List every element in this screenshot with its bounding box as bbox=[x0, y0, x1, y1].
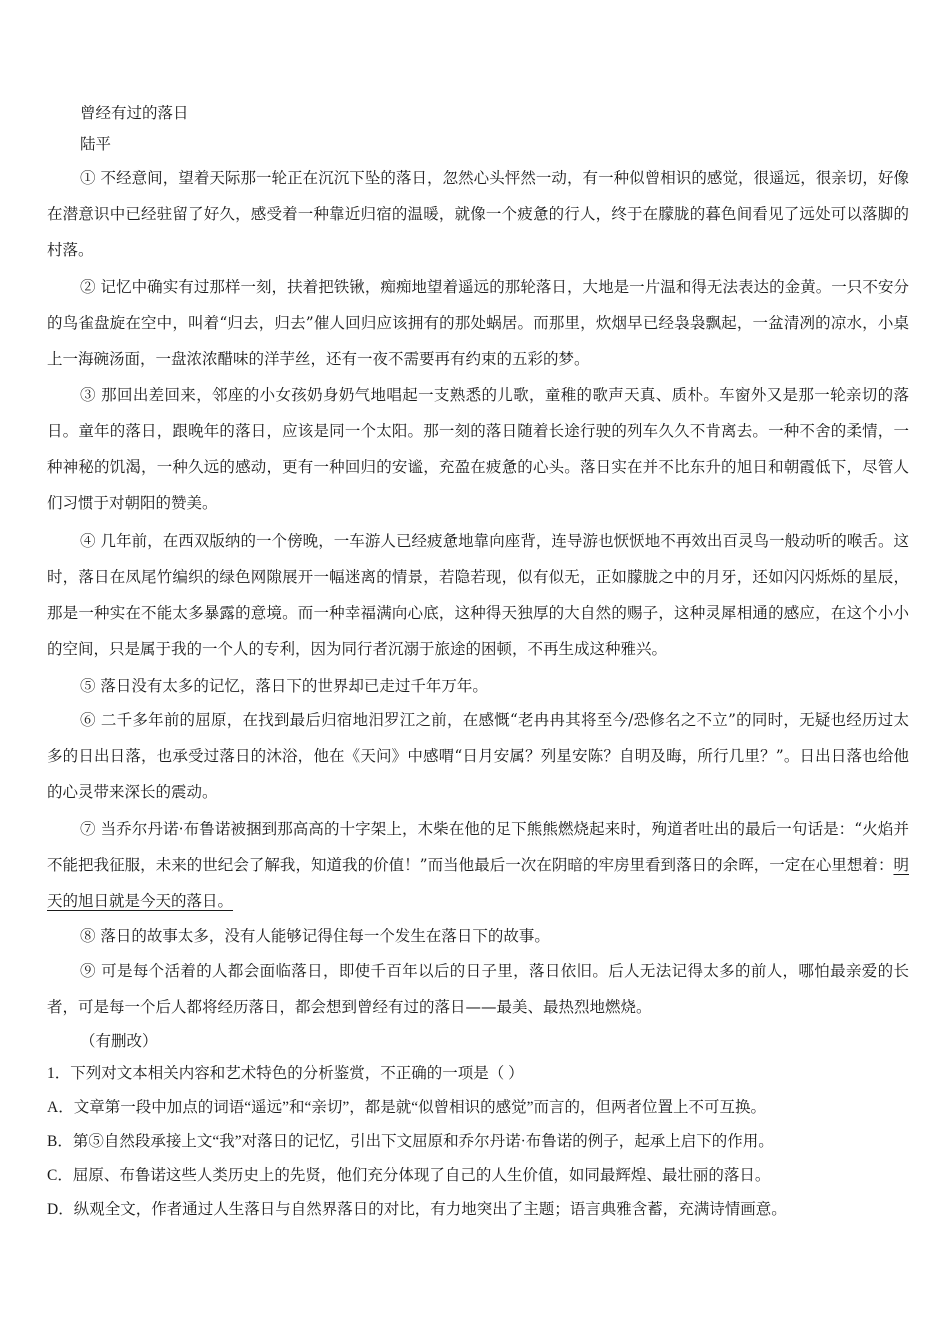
edit-note: （有删改） bbox=[80, 1032, 158, 1050]
option-a: A．文章第一段中加点的词语“遥远”和“亲切”，都是就“似曾相识的感觉”而言的，但两者位置上不可互换。 bbox=[47, 1099, 766, 1116]
paragraph-4: ④ 几年前，在西双版纳的一个傍晚，一车游人已经疲惫地靠向座背，连导游也恹恹地不再效出百灵鸟一般动听的喉舌。这时，落日在凤尾竹编织的绿色网隙展开一幅迷离的情景，若隐若现，似有似无，正如朦胧之中的月牙，还如闪闪烁烁的星辰，那是一种实在不能太多暴露的意境。而一种幸福满向心底，这种得天独厚的大自然的赐子，这种灵犀相通的感应，在这个小小的空间，只是属于我的一个人的专利，因为同行者沉溺于旅途的困顿，不再生成这种雅兴。 bbox=[47, 532, 909, 658]
paragraph-6: ⑥ 二千多年前的屈原，在找到最后归宿地汨罗江之前，在感慨“老冉冉其将至今/恐修名之不立”的同时，无疑也经历过太多的日出日落，也承受过落日的沐浴，他在《天问》中感喟“日月安属？列星安陈？自明及晦，所行几里？”。日出日落也给他的心灵带来深长的震动。 bbox=[47, 711, 909, 801]
paragraph-1: ① 不经意间，望着天际那一轮正在沉沉下坠的落日，忽然心头怦然一动，有一种似曾相识的感觉，很遥远，很亲切，好像在潜意识中已经驻留了好久，感受着一种靠近归宿的温暖，就像一个疲惫的行人，终于在朦胧的暮色间看见了远处可以落脚的村落。 bbox=[47, 169, 909, 259]
option-c: C．屈原、布鲁诺这些人类历史上的先贤，他们充分体现了自己的人生价值，如同最辉煌、最壮丽的落日。 bbox=[47, 1167, 771, 1184]
paragraph-2: ② 记忆中确实有过那样一刻，扶着把铁锹，痴痴地望着遥远的那轮落日，大地是一片温和得无法表达的金黄。一只不安分的鸟雀盘旋在空中，叫着“归去，归去”催人回归应该拥有的那处蜗居。而那里，炊烟早已经袅袅飘起，一盆清冽的凉水，小桌上一海碗汤面，一盘浓浓醋味的洋芋丝，还有一夜不需要再有约束的五彩的梦。 bbox=[47, 278, 909, 368]
option-b: B．第⑤自然段承接上文“我”对落日的记忆，引出下文屈原和乔尔丹诺·布鲁诺的例子，起承上启下的作用。 bbox=[47, 1133, 774, 1150]
article-author: 陆平 bbox=[80, 135, 112, 153]
paragraph-3: ③ 那回出差回来，邻座的小女孩奶身奶气地唱起一支熟悉的儿歌，童稚的歌声天真、质朴。车窗外又是那一轮亲切的落日。童年的落日，跟晚年的落日，应该是同一个太阳。那一刻的落日随着长途行驶的列车久久不肯离去。一种不舍的柔情，一种神秘的饥渴，一种久远的感动，更有一种回归的安谧，充盈在疲惫的心头。落日实在并不比东升的旭日和朝霞低下，尽管人们习惯于对朝阳的赞美。 bbox=[47, 386, 909, 512]
paragraph-5: ⑤ 落日没有太多的记忆，落日下的世界却已走过千年万年。 bbox=[80, 677, 488, 695]
option-d: D．纵观全文，作者通过人生落日与自然界落日的对比，有力地突出了主题；语言典雅含蓄，充满诗情画意。 bbox=[47, 1201, 787, 1218]
paragraph-9: ⑨ 可是每个活着的人都会面临落日，即使千百年以后的日子里，落日依旧。后人无法记得太多的前人，哪怕最亲爱的长者，可是每一个后人都将经历落日，都会想到曾经有过的落日——最美、最热烈地燃烧。 bbox=[47, 962, 909, 1016]
paragraph-7-text: ⑦ 当乔尔丹诺·布鲁诺被捆到那高高的十字架上，木柴在他的足下熊熊燃烧起来时，殉道者吐出的最后一句话是：“火焰并不能把我征服，未来的世纪会了解我，知道我的价值！”而当他最后一次在阴暗的牢房里看到落日的余晖，一定在心里想着： bbox=[47, 820, 909, 874]
underlined-sentence: 明天的旭日就是今天的落日。 bbox=[47, 856, 909, 910]
paragraph-8: ⑧ 落日的故事太多，没有人能够记得住每一个发生在落日下的故事。 bbox=[80, 927, 550, 945]
question-stem: 1．下列对文本相关内容和艺术特色的分析鉴赏，不正确的一项是（ ） bbox=[47, 1065, 524, 1082]
paragraph-7 bbox=[47, 811, 909, 919]
article-title: 曾经有过的落日 bbox=[80, 104, 189, 122]
